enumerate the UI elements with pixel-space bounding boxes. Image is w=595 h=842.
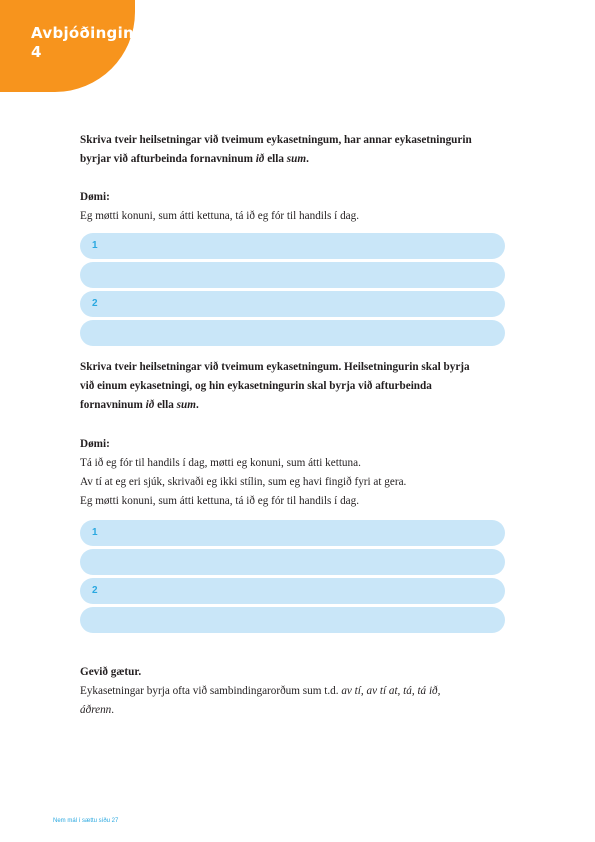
task1-instr-part: . (306, 153, 309, 165)
task1-instr-italic-id: ið (255, 153, 265, 165)
task2-example-label: Dømi: (80, 438, 110, 450)
task2-instr-italic-id: ið (145, 399, 155, 411)
task2-instr-part: . (195, 399, 199, 411)
task2-instr-part: ella (154, 399, 177, 411)
answer-line[interactable] (80, 291, 505, 317)
task1-example-label: Dømi: (80, 191, 110, 203)
note-text-italic: áðrenn (80, 704, 112, 716)
task2-instr-italic-sum: sum (176, 399, 196, 411)
task1-instr-part: ella (264, 153, 287, 165)
answer-line[interactable] (80, 262, 505, 288)
note-text (80, 682, 520, 701)
task1-example-sentence: Eg møtti konuni, sum átti kettuna, tá ið eg fór til handils í dag. (80, 210, 360, 222)
line-number: 2 (92, 298, 98, 309)
task1-instruction-line2 (80, 150, 520, 169)
task1-instr-part: byrjar við afturbeinda fornavninum (80, 153, 256, 165)
task2-answer-lines (80, 520, 505, 636)
task2-instruction (80, 358, 520, 415)
task1-answer-lines (80, 233, 505, 349)
task2-instruction-line3 (80, 396, 520, 415)
note-label: Gevið gætur. (80, 666, 142, 678)
note-text-part: . (111, 704, 115, 716)
page-footer: Nem mál í sættu síðu 27 (53, 818, 119, 824)
section-number: 4 (31, 43, 42, 61)
note-text-line2 (80, 701, 520, 720)
task2-example-sentence: Eg møtti konuni, sum átti kettuna, tá ið eg fór til handils í dag. (80, 495, 360, 507)
line-number: 1 (92, 527, 98, 538)
task2-example-sentence: Tá ið eg fór til handils í dag, møtti eg konuni, sum átti kettuna. (80, 457, 361, 469)
answer-line[interactable] (80, 520, 505, 546)
task1-instruction (80, 131, 520, 169)
answer-line[interactable] (80, 578, 505, 604)
answer-line[interactable] (80, 549, 505, 575)
section-header (31, 24, 134, 62)
task2-instruction-line2: við einum eykasetningi, og hin eykasetningurin skal byrja við afturbeinda (80, 380, 432, 392)
task1-instr-italic-sum: sum (286, 153, 307, 165)
task2-example-sentence: Av tí at eg eri sjúk, skrivaði eg ikki stílin, sum eg havi fingið fyri at gera. (80, 476, 407, 488)
answer-line[interactable] (80, 320, 505, 346)
answer-line[interactable] (80, 607, 505, 633)
note-text-part: Eykasetningar byrja ofta við sambindingarorðum sum t.d. (80, 685, 342, 697)
section-title: Avbjóðingin (31, 24, 135, 42)
line-number: 1 (92, 240, 98, 251)
task2-example (80, 435, 520, 511)
task1-instruction-line1: Skriva tveir heilsetningar við tveimum eykasetningum, har annar eykasetningurin (80, 134, 472, 146)
task1-example (80, 188, 520, 226)
note-block (80, 663, 520, 720)
note-text-italic: av tí, av tí at, tá, tá ið, (341, 685, 441, 697)
line-number: 2 (92, 585, 98, 596)
task2-instr-part: fornavninum (80, 399, 146, 411)
answer-line[interactable] (80, 233, 505, 259)
task2-instruction-line1: Skriva tveir heilsetningar við tveimum eykasetningum. Heilsetningurin skal byrja (80, 361, 470, 373)
